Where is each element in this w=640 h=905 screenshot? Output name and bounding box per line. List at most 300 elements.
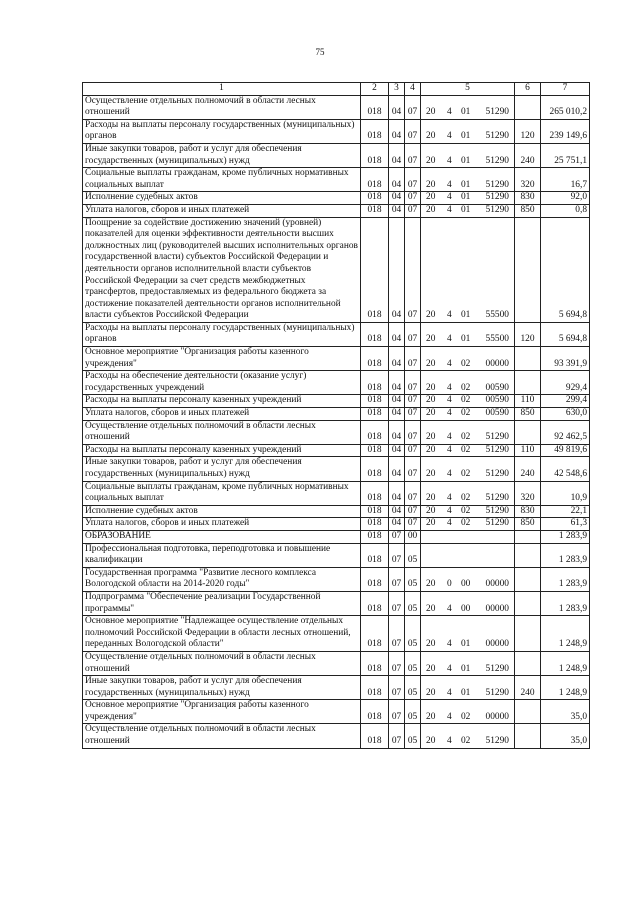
row-pr: 07 (405, 143, 421, 167)
csr-part: 20 (426, 711, 436, 722)
row-csr (421, 543, 515, 567)
csr-part: 01 (460, 179, 471, 190)
row-gr: 018 (361, 143, 389, 167)
row-name: Осуществление отдельных полномочий в области лесных отношений (83, 651, 361, 675)
row-csr (421, 481, 515, 505)
row-amount: 0,8 (541, 204, 590, 217)
row-amount: 299,4 (541, 395, 590, 408)
csr-part: 4 (446, 493, 452, 504)
row-name: Расходы на выплаты персоналу государственных (муниципальных) органов (83, 322, 361, 346)
csr-part: 00 (460, 603, 471, 614)
row-csr (421, 371, 515, 395)
row-name: Иные закупки товаров, работ и услуг для обеспечения государственных (муниципальных) нужд (83, 457, 361, 481)
csr-part: 51290 (485, 505, 509, 516)
header-cell: 4 (405, 83, 421, 96)
row-rz: 04 (389, 420, 405, 444)
row-gr: 018 (361, 420, 389, 444)
table-row (83, 543, 590, 567)
row-name: Осуществление отдельных полномочий в области лесных отношений (83, 724, 361, 748)
row-name: Профессиональная подготовка, переподготовка и повышение квалификации (83, 543, 361, 567)
row-amount: 1 283,9 (541, 530, 590, 543)
row-amount: 61,3 (541, 518, 590, 531)
csr-part: 20 (426, 469, 436, 479)
table-row (83, 143, 590, 167)
csr-part: 4 (446, 131, 452, 142)
row-vr: 830 (515, 505, 541, 518)
row-name: Расходы на выплаты персоналу казенных учреждений (83, 444, 361, 457)
row-name: Государственная программа "Развитие лесного комплекса Вологодской области на 2014-2020 годы" (83, 567, 361, 591)
csr-part: 4 (446, 444, 452, 455)
row-gr: 018 (361, 481, 389, 505)
row-pr: 07 (405, 192, 421, 205)
row-rz: 07 (389, 651, 405, 675)
row-name: Исполнение судебных актов (83, 192, 361, 205)
csr-part: 02 (460, 432, 471, 443)
row-vr (515, 347, 541, 371)
row-name: Основное мероприятие "Организация работы казенного учреждения" (83, 700, 361, 724)
row-rz: 04 (389, 444, 405, 457)
csr-part: 20 (426, 518, 436, 529)
csr-part: 4 (446, 358, 452, 369)
table-row (83, 95, 590, 119)
row-vr: 240 (515, 143, 541, 167)
csr-part: 01 (460, 155, 471, 166)
row-csr (421, 518, 515, 531)
csr-part: 00000 (485, 579, 509, 590)
row-vr (515, 651, 541, 675)
csr-part: 01 (460, 204, 471, 215)
row-name: Социальные выплаты гражданам, кроме публичных нормативных социальных выплат (83, 481, 361, 505)
csr-part: 51290 (485, 518, 509, 529)
row-amount: 239 149,6 (541, 119, 590, 143)
row-pr: 05 (405, 724, 421, 748)
row-rz: 04 (389, 192, 405, 205)
row-rz: 07 (389, 543, 405, 567)
csr-part: 20 (426, 603, 436, 614)
row-name: Социальные выплаты гражданам, кроме публичных нормативных социальных выплат (83, 168, 361, 192)
csr-part: 02 (460, 711, 471, 722)
csr-part: 20 (426, 107, 436, 118)
csr-part: 4 (446, 155, 452, 166)
row-vr: 850 (515, 518, 541, 531)
row-rz: 04 (389, 518, 405, 531)
row-rz: 04 (389, 371, 405, 395)
table-row (83, 700, 590, 724)
csr-part: 51290 (485, 493, 509, 504)
row-amount: 1 248,9 (541, 676, 590, 700)
table-row (83, 724, 590, 748)
row-vr: 320 (515, 168, 541, 192)
csr-part: 20 (426, 155, 436, 166)
row-name: Основное мероприятие "Организация работы казенного учреждения" (83, 347, 361, 371)
row-gr: 018 (361, 168, 389, 192)
row-pr: 05 (405, 651, 421, 675)
row-csr (421, 616, 515, 652)
csr-part: 00590 (485, 408, 509, 419)
row-gr: 018 (361, 347, 389, 371)
row-gr: 018 (361, 567, 389, 591)
row-pr: 00 (405, 530, 421, 543)
row-vr: 120 (515, 119, 541, 143)
row-vr: 110 (515, 395, 541, 408)
row-name: Расходы на обеспечение деятельности (оказание услуг) государственных учреждений (83, 371, 361, 395)
table-row (83, 444, 590, 457)
row-pr: 07 (405, 420, 421, 444)
csr-part: 4 (446, 469, 452, 479)
csr-part: 20 (426, 663, 436, 674)
row-gr: 018 (361, 700, 389, 724)
header-cell: 2 (361, 83, 389, 96)
csr-part: 51290 (485, 432, 509, 443)
table-row (83, 518, 590, 531)
header-cell: 7 (541, 83, 590, 96)
row-vr (515, 217, 541, 322)
row-gr: 018 (361, 204, 389, 217)
row-rz: 04 (389, 481, 405, 505)
row-pr: 07 (405, 322, 421, 346)
csr-part: 02 (460, 493, 471, 504)
row-pr: 05 (405, 567, 421, 591)
csr-part: 01 (460, 334, 471, 345)
row-rz: 07 (389, 676, 405, 700)
row-gr: 018 (361, 591, 389, 615)
table-body (83, 95, 590, 748)
row-rz: 07 (389, 567, 405, 591)
row-vr (515, 95, 541, 119)
row-csr (421, 651, 515, 675)
row-name: ОБРАЗОВАНИЕ (83, 530, 361, 543)
row-gr: 018 (361, 408, 389, 421)
row-name: Иные закупки товаров, работ и услуг для обеспечения государственных (муниципальных) нужд (83, 676, 361, 700)
header-cell: 5 (421, 83, 515, 96)
csr-part: 51290 (485, 687, 509, 698)
csr-part: 4 (446, 687, 452, 698)
csr-part: 01 (460, 639, 471, 650)
table-row (83, 408, 590, 421)
table-row (83, 481, 590, 505)
row-rz: 04 (389, 322, 405, 346)
csr-part: 4 (446, 505, 452, 516)
csr-part: 51290 (485, 131, 509, 142)
row-amount: 5 694,8 (541, 322, 590, 346)
csr-part: 20 (426, 358, 436, 369)
row-gr: 018 (361, 371, 389, 395)
csr-part: 51290 (485, 179, 509, 190)
row-csr (421, 143, 515, 167)
table-row (83, 420, 590, 444)
row-csr (421, 457, 515, 481)
row-gr: 018 (361, 724, 389, 748)
row-rz: 07 (389, 700, 405, 724)
csr-part: 20 (426, 334, 436, 345)
row-amount: 35,0 (541, 700, 590, 724)
row-gr: 018 (361, 119, 389, 143)
row-name: Осуществление отдельных полномочий в области лесных отношений (83, 95, 361, 119)
csr-part: 51290 (485, 444, 509, 455)
table-row (83, 651, 590, 675)
csr-part: 01 (460, 663, 471, 674)
row-csr (421, 420, 515, 444)
row-pr: 07 (405, 371, 421, 395)
csr-part: 02 (460, 408, 471, 419)
csr-part: 4 (446, 179, 452, 190)
table-row (83, 119, 590, 143)
row-pr: 07 (405, 168, 421, 192)
row-pr: 07 (405, 347, 421, 371)
row-rz: 04 (389, 395, 405, 408)
budget-table (82, 82, 590, 749)
row-name: Поощрение за содействие достижению значений (уровней) показателей для оценки эффективности деятельности высших должностных лиц (руководителей высших исполнительных органов государственной власти) субъектов Российской Федерации и деятельности органов исполнительной власти субъектов Российской Федерации за счет средств межбюджетных трансфертов, предоставляемых из федерального бюджета за достижение показателей деятельности органов исполнительной власти субъектов Российской Федерации (83, 217, 361, 322)
row-vr: 240 (515, 676, 541, 700)
csr-part: 4 (446, 663, 452, 674)
csr-part: 00 (460, 579, 471, 590)
row-gr: 018 (361, 217, 389, 322)
row-vr: 830 (515, 192, 541, 205)
row-amount: 1 248,9 (541, 651, 590, 675)
table-row (83, 567, 590, 591)
csr-part: 02 (460, 518, 471, 529)
row-pr: 07 (405, 518, 421, 531)
csr-part: 51290 (485, 155, 509, 166)
row-vr: 320 (515, 481, 541, 505)
csr-part: 4 (446, 603, 452, 614)
header-cell: 3 (389, 83, 405, 96)
row-amount: 92,0 (541, 192, 590, 205)
row-pr: 05 (405, 591, 421, 615)
table-row (83, 395, 590, 408)
row-pr: 05 (405, 543, 421, 567)
row-name: Уплата налогов, сборов и иных платежей (83, 408, 361, 421)
header-cell: 1 (83, 83, 361, 96)
csr-part: 51290 (485, 736, 509, 747)
row-csr (421, 700, 515, 724)
csr-part: 51290 (485, 107, 509, 118)
row-rz: 04 (389, 119, 405, 143)
row-amount: 1 283,9 (541, 567, 590, 591)
csr-part: 01 (460, 131, 471, 142)
row-amount: 10,9 (541, 481, 590, 505)
row-rz: 04 (389, 95, 405, 119)
row-amount: 93 391,9 (541, 347, 590, 371)
table-row (83, 322, 590, 346)
csr-part: 20 (426, 204, 436, 215)
csr-part: 20 (426, 505, 436, 516)
csr-part: 20 (426, 310, 436, 321)
row-csr (421, 591, 515, 615)
row-csr (421, 192, 515, 205)
csr-part: 20 (426, 382, 436, 393)
csr-part: 4 (446, 310, 452, 321)
row-vr: 850 (515, 204, 541, 217)
row-pr: 05 (405, 616, 421, 652)
row-vr (515, 591, 541, 615)
csr-part: 4 (446, 382, 452, 393)
row-pr: 07 (405, 217, 421, 322)
row-vr (515, 530, 541, 543)
csr-part: 4 (446, 639, 452, 650)
csr-part: 02 (460, 382, 471, 393)
header-row (83, 83, 590, 96)
row-amount: 35,0 (541, 724, 590, 748)
csr-part: 4 (446, 408, 452, 419)
csr-part: 20 (426, 639, 436, 650)
row-name: Осуществление отдельных полномочий в области лесных отношений (83, 420, 361, 444)
row-amount: 929,4 (541, 371, 590, 395)
row-gr: 018 (361, 395, 389, 408)
row-rz: 04 (389, 143, 405, 167)
row-csr (421, 530, 515, 543)
row-gr: 018 (361, 530, 389, 543)
row-amount: 630,0 (541, 408, 590, 421)
row-vr: 120 (515, 322, 541, 346)
row-amount: 49 819,6 (541, 444, 590, 457)
row-gr: 018 (361, 651, 389, 675)
row-pr: 05 (405, 700, 421, 724)
row-name: Расходы на выплаты персоналу казенных учреждений (83, 395, 361, 408)
row-csr (421, 567, 515, 591)
row-name: Подпрограмма "Обеспечение реализации Государственной программы" (83, 591, 361, 615)
csr-part: 4 (446, 395, 452, 406)
row-csr (421, 395, 515, 408)
csr-part: 51290 (485, 469, 509, 479)
row-pr: 07 (405, 408, 421, 421)
row-amount: 22,1 (541, 505, 590, 518)
row-csr (421, 505, 515, 518)
csr-part: 02 (460, 505, 471, 516)
csr-part: 4 (446, 204, 452, 215)
row-name: Исполнение судебных актов (83, 505, 361, 518)
csr-part: 51290 (485, 192, 509, 203)
row-csr (421, 347, 515, 371)
csr-part: 02 (460, 736, 471, 747)
csr-part: 20 (426, 687, 436, 698)
row-rz: 04 (389, 347, 405, 371)
row-name: Расходы на выплаты персоналу государственных (муниципальных) органов (83, 119, 361, 143)
csr-part: 20 (426, 579, 436, 590)
row-gr: 018 (361, 95, 389, 119)
csr-part: 20 (426, 444, 436, 455)
row-pr: 07 (405, 95, 421, 119)
table-row (83, 457, 590, 481)
row-rz: 04 (389, 505, 405, 518)
row-gr: 018 (361, 322, 389, 346)
row-rz: 07 (389, 616, 405, 652)
row-rz: 07 (389, 724, 405, 748)
row-gr: 018 (361, 457, 389, 481)
csr-part: 01 (460, 107, 471, 118)
row-amount: 42 548,6 (541, 457, 590, 481)
csr-part: 0 (446, 579, 452, 590)
csr-part: 20 (426, 493, 436, 504)
row-vr (515, 371, 541, 395)
csr-part: 51290 (485, 663, 509, 674)
csr-part: 20 (426, 395, 436, 406)
csr-part: 02 (460, 444, 471, 455)
table-row (83, 347, 590, 371)
row-rz: 04 (389, 457, 405, 481)
row-vr (515, 420, 541, 444)
row-pr: 07 (405, 457, 421, 481)
row-vr: 240 (515, 457, 541, 481)
row-pr: 07 (405, 505, 421, 518)
row-gr: 018 (361, 505, 389, 518)
row-csr (421, 408, 515, 421)
row-gr: 018 (361, 518, 389, 531)
row-csr (421, 676, 515, 700)
row-name: Иные закупки товаров, работ и услуг для обеспечения государственных (муниципальных) нужд (83, 143, 361, 167)
row-csr (421, 168, 515, 192)
row-vr: 850 (515, 408, 541, 421)
row-amount: 5 694,8 (541, 217, 590, 322)
csr-part: 20 (426, 179, 436, 190)
csr-part: 55500 (485, 334, 509, 345)
row-pr: 07 (405, 444, 421, 457)
page-number: 75 (315, 47, 325, 57)
row-vr (515, 567, 541, 591)
table-row (83, 204, 590, 217)
csr-part: 20 (426, 736, 436, 747)
row-gr: 018 (361, 676, 389, 700)
row-amount: 92 462,5 (541, 420, 590, 444)
row-vr (515, 724, 541, 748)
csr-part: 55500 (485, 310, 509, 321)
csr-part: 01 (460, 192, 471, 203)
csr-part: 00000 (485, 639, 509, 650)
row-pr: 05 (405, 676, 421, 700)
csr-part: 51290 (485, 204, 509, 215)
row-gr: 018 (361, 543, 389, 567)
row-gr: 018 (361, 616, 389, 652)
row-rz: 04 (389, 217, 405, 322)
row-vr: 110 (515, 444, 541, 457)
row-pr: 07 (405, 204, 421, 217)
table-row (83, 217, 590, 322)
row-pr: 07 (405, 119, 421, 143)
row-name: Уплата налогов, сборов и иных платежей (83, 518, 361, 531)
csr-part: 4 (446, 736, 452, 747)
row-amount: 16,7 (541, 168, 590, 192)
row-csr (421, 95, 515, 119)
row-amount: 265 010,2 (541, 95, 590, 119)
csr-part: 20 (426, 408, 436, 419)
csr-part: 02 (460, 395, 471, 406)
csr-part: 00000 (485, 358, 509, 369)
row-vr (515, 616, 541, 652)
row-amount: 1 283,9 (541, 591, 590, 615)
csr-part: 00000 (485, 603, 509, 614)
csr-part: 4 (446, 711, 452, 722)
csr-part: 4 (446, 107, 452, 118)
csr-part: 4 (446, 334, 452, 345)
row-csr (421, 724, 515, 748)
table-row (83, 371, 590, 395)
row-pr: 07 (405, 481, 421, 505)
csr-part: 00000 (485, 711, 509, 722)
csr-part: 02 (460, 469, 471, 479)
row-gr: 018 (361, 192, 389, 205)
header-cell: 6 (515, 83, 541, 96)
row-rz: 07 (389, 591, 405, 615)
csr-part: 00590 (485, 395, 509, 406)
csr-part: 4 (446, 432, 452, 443)
row-name: Основное мероприятие "Надлежащее осуществление отдельных полномочий Российской Федерации в области лесных отношений, переданных Вологодской области" (83, 616, 361, 652)
csr-part: 00590 (485, 382, 509, 393)
row-csr (421, 204, 515, 217)
row-csr (421, 217, 515, 322)
row-rz: 04 (389, 168, 405, 192)
row-amount: 1 283,9 (541, 543, 590, 567)
table-row (83, 530, 590, 543)
